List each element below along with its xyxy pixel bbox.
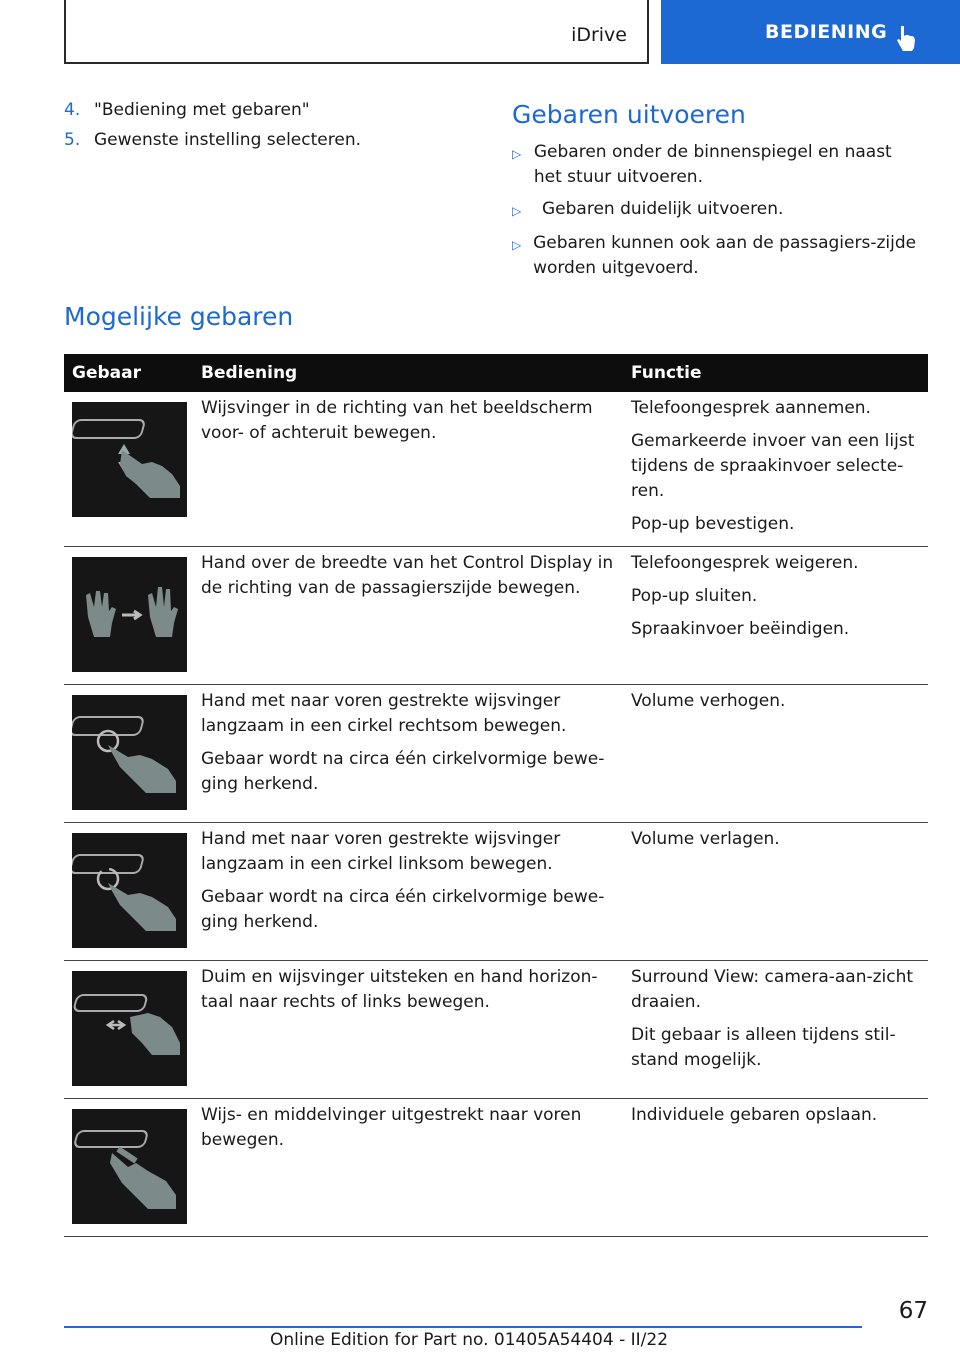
table-row: [64, 961, 928, 1099]
step-number: 5.: [64, 130, 81, 150]
table-row: [64, 547, 928, 685]
function-text: Surround View: camera-aan-zicht draaien.: [631, 967, 914, 1012]
list-item: [64, 100, 464, 120]
gesture-rotate-counterclockwise-icon: [72, 833, 187, 948]
gesture-two-finger-forward-icon: [72, 1109, 187, 1224]
operation-text: Wijsvinger in de richting van het beeldscherm voor- of achteruit bewegen.: [201, 398, 593, 443]
header-frame: [64, 0, 649, 64]
function-text: Volume verlagen.: [631, 829, 780, 849]
operation-text: Hand met naar voren gestrekte wijsvinger langzaam in een cirkel linksom bewegen.: [201, 829, 561, 874]
function-text: Spraakinvoer beëindigen.: [631, 619, 850, 639]
gesture-table: [64, 354, 928, 1237]
operation-text: Hand met naar voren gestrekte wijsvinger langzaam in een cirkel rechtsom bewegen.: [201, 691, 567, 736]
operation-text: Gebaar wordt na circa één cirkelvormige bewe-ging herkend.: [201, 887, 605, 932]
triangle-bullet-icon: ▷: [512, 204, 522, 218]
table-row: [64, 685, 928, 823]
list-item: [512, 140, 922, 190]
table-row: [64, 823, 928, 961]
gesture-swipe-hand-icon: [72, 557, 187, 672]
function-text: Dit gebaar is alleen tijdens stil-stand mogelijk.: [631, 1025, 896, 1070]
header-section-title: iDrive: [571, 24, 627, 46]
function-text: Telefoongesprek weigeren.: [631, 553, 859, 573]
function-text: Telefoongesprek aannemen.: [631, 398, 871, 418]
step-number: 4.: [64, 100, 81, 120]
step-list: [64, 100, 464, 160]
column-header-functie: Functie: [631, 362, 702, 383]
bullet-list: [512, 140, 922, 288]
operation-text: Duim en wijsvinger uitsteken en hand horizon-taal naar rechts of links bewegen.: [201, 967, 598, 1012]
table-row: [64, 1099, 928, 1237]
list-item: [64, 130, 464, 150]
table-header: [64, 354, 928, 392]
operation-text: Gebaar wordt na circa één cirkelvormige bewe-ging herkend.: [201, 749, 605, 794]
function-text: Individuele gebaren opslaan.: [631, 1105, 878, 1125]
gesture-point-forward-icon: [72, 402, 187, 517]
operation-text: Wijs- en middelvinger uitgestrekt naar voren bewegen.: [201, 1105, 582, 1150]
function-text: Pop-up sluiten.: [631, 586, 758, 606]
triangle-bullet-icon: ▷: [512, 147, 522, 161]
edition-footer: Online Edition for Part no. 01405A54404 - II/22: [270, 1330, 669, 1350]
header-chapter-title: BEDIENING: [765, 21, 888, 43]
step-text: Gewenste instelling selecteren.: [94, 130, 361, 150]
bullet-text: Gebaren onder de binnenspiegel en naast het stuur uitvoeren.: [533, 142, 892, 187]
step-text: "Bediening met gebaren": [94, 100, 310, 120]
pointing-hand-icon: [895, 24, 919, 52]
page-number: 67: [898, 1298, 928, 1324]
list-item: [512, 197, 922, 224]
list-item: [512, 231, 922, 281]
header-chapter-tab: [661, 0, 960, 64]
bullet-text: Gebaren kunnen ook aan de passagiers-zijde worden uitgevoerd.: [533, 233, 917, 278]
section-title-gebaren-uitvoeren: Gebaren uitvoeren: [512, 100, 746, 129]
gesture-rotate-clockwise-icon: [72, 695, 187, 810]
function-text: Gemarkeerde invoer van een lijst tijdens de spraakinvoer selecte-ren.: [631, 431, 915, 501]
column-header-bediening: Bediening: [201, 362, 298, 383]
function-text: Volume verhogen.: [631, 691, 786, 711]
function-text: Pop-up bevestigen.: [631, 514, 795, 534]
operation-text: Hand over de breedte van het Control Display in de richting van de passagierszijde bewegen.: [201, 553, 614, 598]
table-row: [64, 392, 928, 547]
footer-divider: [64, 1326, 862, 1328]
gesture-thumb-finger-swipe-icon: [72, 971, 187, 1086]
bullet-text: Gebaren duidelijk uitvoeren.: [542, 199, 784, 219]
triangle-bullet-icon: ▷: [512, 238, 522, 252]
section-title-mogelijke-gebaren: Mogelijke gebaren: [64, 302, 294, 331]
column-header-gebaar: Gebaar: [72, 362, 141, 383]
